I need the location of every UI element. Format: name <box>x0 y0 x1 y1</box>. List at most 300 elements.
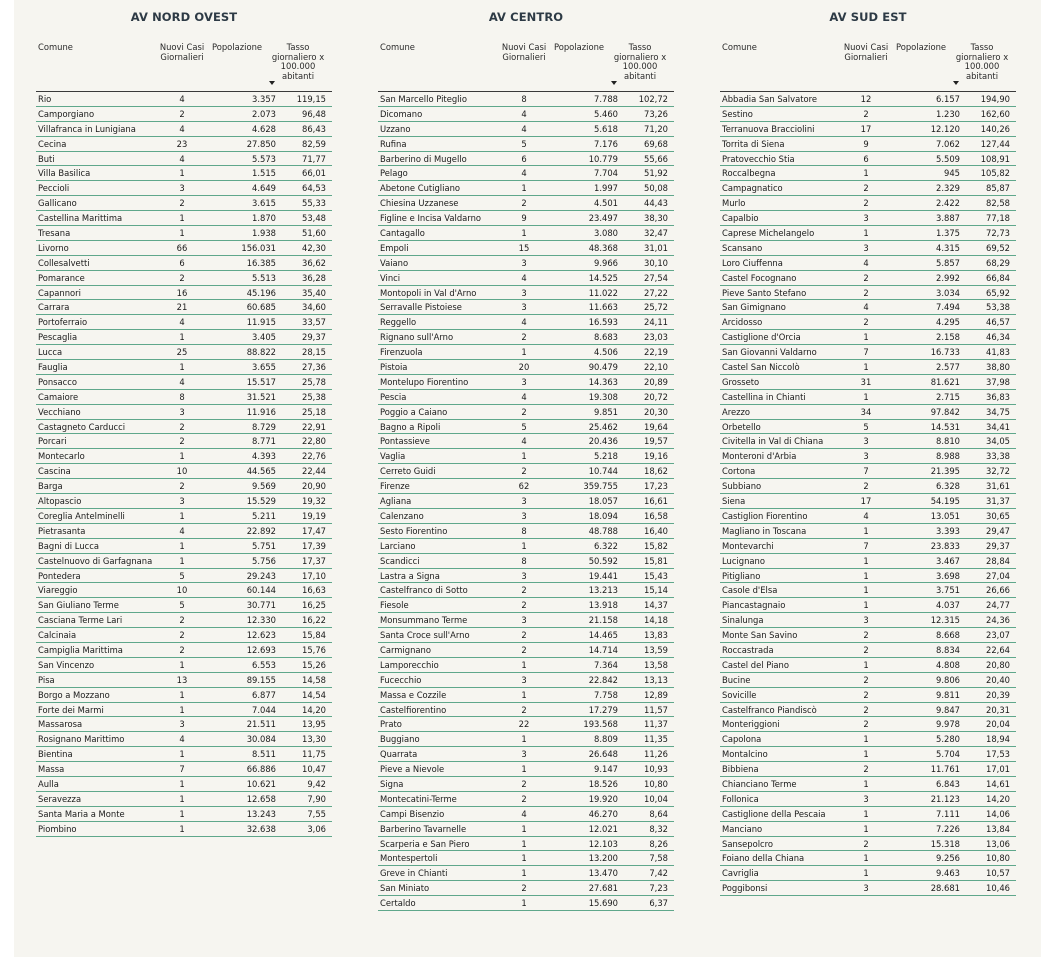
table-row <box>720 345 1016 360</box>
tasso-label: Tasso giornaliero x 100.000 abitanti <box>271 42 325 81</box>
table-row <box>36 747 332 762</box>
popolazione-cell: 9.463 <box>936 868 960 879</box>
tasso-cell: 16,22 <box>302 615 326 626</box>
comune-cell: Montelupo Fiorentino <box>380 376 469 387</box>
nuovi-casi-cell: 1 <box>863 555 869 566</box>
sort-desc-icon[interactable] <box>611 81 617 85</box>
table-row <box>720 241 1016 256</box>
column-header-tasso[interactable] <box>268 43 328 81</box>
popolazione-cell: 8.683 <box>594 332 618 343</box>
table-row <box>36 509 332 524</box>
table-row <box>36 271 332 286</box>
comune-cell: Barga <box>38 481 63 492</box>
popolazione-cell: 13.200 <box>588 853 618 864</box>
tasso-cell: 31,61 <box>986 481 1010 492</box>
tasso-cell: 10,46 <box>986 883 1010 894</box>
nuovi-casi-cell: 4 <box>179 317 185 328</box>
comune-cell: Abetone Cutigliano <box>380 183 461 194</box>
comune-cell: Monsummano Terme <box>380 615 468 626</box>
comune-cell: Cerreto Guidi <box>380 466 436 477</box>
popolazione-cell: 7.494 <box>936 302 960 313</box>
popolazione-cell: 15.318 <box>930 838 960 849</box>
popolazione-cell: 20.436 <box>588 436 618 447</box>
popolazione-cell: 45.196 <box>246 287 276 298</box>
tasso-cell: 13,06 <box>986 838 1010 849</box>
tasso-cell: 24,77 <box>986 600 1010 611</box>
nuovi-casi-cell: 1 <box>179 793 185 804</box>
comune-cell: Pistoia <box>380 362 408 373</box>
nuovi-casi-cell: 12 <box>860 94 872 104</box>
popolazione-cell: 3.467 <box>936 555 960 566</box>
comune-cell: Arcidosso <box>722 317 763 328</box>
table-body <box>720 92 1016 896</box>
nuovi-casi-cell: 2 <box>863 719 869 730</box>
tasso-cell: 102,72 <box>638 94 668 104</box>
table-row <box>720 286 1016 301</box>
popolazione-cell: 10.744 <box>588 466 618 477</box>
tasso-cell: 140,26 <box>980 123 1010 134</box>
column-header-popolazione[interactable]: Popolazione <box>553 42 605 52</box>
column-header-comune[interactable]: Comune <box>380 42 415 52</box>
tasso-cell: 19,16 <box>644 451 668 462</box>
nuovi-casi-cell: 4 <box>863 257 869 268</box>
nuovi-casi-cell: 3 <box>521 570 527 581</box>
tasso-cell: 28,15 <box>302 347 326 358</box>
tasso-cell: 10,93 <box>644 764 668 775</box>
popolazione-cell: 6.553 <box>252 659 276 670</box>
table-row <box>36 122 332 137</box>
tasso-cell: 10,80 <box>986 853 1010 864</box>
nuovi-casi-cell: 3 <box>521 496 527 507</box>
table-row <box>36 539 332 554</box>
table-row <box>36 777 332 792</box>
tasso-cell: 13,30 <box>302 734 326 745</box>
comune-cell: Bientina <box>38 749 73 760</box>
comune-cell: Scandicci <box>380 555 420 566</box>
tasso-cell: 25,72 <box>644 302 668 313</box>
popolazione-cell: 60.685 <box>246 302 276 313</box>
popolazione-cell: 6.322 <box>594 540 618 551</box>
comune-cell: Castelnuovo di Garfagnana <box>38 555 153 566</box>
table-row <box>36 107 332 122</box>
column-header-nuovi-casi[interactable] <box>498 43 550 62</box>
tasso-cell: 105,82 <box>980 168 1010 179</box>
popolazione-cell: 3.887 <box>936 213 960 224</box>
tasso-cell: 14,61 <box>986 778 1010 789</box>
popolazione-cell: 15.690 <box>588 898 618 909</box>
comune-cell: Pieve a Nievole <box>380 764 445 775</box>
tasso-cell: 3,06 <box>307 823 326 834</box>
table-row <box>378 658 674 673</box>
popolazione-cell: 28.681 <box>930 883 960 894</box>
nuovi-casi-cell: 2 <box>521 644 527 655</box>
table-row <box>36 300 332 315</box>
comune-cell: Livorno <box>38 242 69 253</box>
comune-cell: Vecchiano <box>38 406 81 417</box>
tasso-cell: 18,62 <box>644 466 668 477</box>
column-header-popolazione[interactable]: Popolazione <box>211 42 263 52</box>
tasso-cell: 46,57 <box>986 317 1010 328</box>
table-row <box>36 286 332 301</box>
tasso-cell: 31,01 <box>644 242 668 253</box>
popolazione-cell: 14.363 <box>588 376 618 387</box>
popolazione-cell: 7.364 <box>594 659 618 670</box>
nuovi-casi-cell: 4 <box>179 525 185 536</box>
nuovi-casi-cell: 7 <box>863 466 869 477</box>
popolazione-cell: 23.833 <box>930 540 960 551</box>
table-row <box>36 688 332 703</box>
table-row <box>720 420 1016 435</box>
comune-cell: Ponsacco <box>38 376 78 387</box>
table-row <box>720 479 1016 494</box>
popolazione-cell: 7.044 <box>252 704 276 715</box>
comune-cell: Massa e Cozzile <box>380 689 447 700</box>
column-header-comune[interactable]: Comune <box>722 42 757 52</box>
nuovi-casi-cell: 1 <box>521 868 527 879</box>
nuovi-casi-cell: 6 <box>179 257 185 268</box>
nuovi-casi-cell: 1 <box>863 749 869 760</box>
tasso-cell: 51,60 <box>302 228 326 239</box>
comune-cell: Castellina Marittima <box>38 213 123 224</box>
column-header-comune[interactable]: Comune <box>38 42 73 52</box>
popolazione-cell: 9.851 <box>594 406 618 417</box>
comune-cell: Bagni di Lucca <box>38 540 99 551</box>
popolazione-cell: 5.618 <box>594 123 618 134</box>
popolazione-cell: 18.094 <box>588 510 618 521</box>
dashboard-panel <box>14 0 1041 957</box>
table-row <box>720 747 1016 762</box>
tasso-label: Tasso giornaliero x 100.000 abitanti <box>613 42 667 81</box>
nuovi-casi-cell: 1 <box>179 823 185 834</box>
popolazione-cell: 359.755 <box>583 481 618 492</box>
comune-cell: Vaiano <box>380 257 409 268</box>
comune-cell: Sesto Fiorentino <box>380 525 448 536</box>
comune-cell: Pontassieve <box>380 436 430 447</box>
nuovi-casi-cell: 1 <box>521 853 527 864</box>
tasso-cell: 46,34 <box>986 332 1010 343</box>
nuovi-casi-cell: 2 <box>521 630 527 641</box>
comune-cell: Siena <box>722 496 746 507</box>
nuovi-casi-cell: 4 <box>521 272 527 283</box>
table-row <box>720 300 1016 315</box>
column-header-nuovi-casi[interactable] <box>156 43 208 62</box>
comune-cell: Castel del Piano <box>722 659 789 670</box>
popolazione-cell: 7.176 <box>594 138 618 149</box>
popolazione-cell: 5.460 <box>594 108 618 119</box>
nuovi-casi-cell: 2 <box>863 838 869 849</box>
nuovi-casi-cell: 3 <box>521 376 527 387</box>
popolazione-cell: 5.509 <box>936 153 960 164</box>
popolazione-cell: 2.992 <box>936 272 960 283</box>
nuovi-casi-cell: 2 <box>521 704 527 715</box>
table-row <box>36 717 332 732</box>
comune-cell: Cantagallo <box>380 228 425 239</box>
nuovi-casi-cell: 1 <box>863 868 869 879</box>
table-row <box>720 524 1016 539</box>
tasso-cell: 27,54 <box>644 272 668 283</box>
nuovi-casi-cell: 7 <box>863 540 869 551</box>
tasso-cell: 41,83 <box>986 347 1010 358</box>
popolazione-cell: 44.565 <box>246 466 276 477</box>
tasso-cell: 194,90 <box>980 94 1010 104</box>
nuovi-casi-cell: 1 <box>179 555 185 566</box>
popolazione-cell: 17.279 <box>588 704 618 715</box>
table-row <box>720 628 1016 643</box>
nuovi-casi-cell: 1 <box>521 451 527 462</box>
popolazione-cell: 18.526 <box>588 778 618 789</box>
table-row <box>720 360 1016 375</box>
tasso-cell: 34,05 <box>986 436 1010 447</box>
nuovi-casi-cell: 1 <box>863 228 869 239</box>
tasso-cell: 119,15 <box>296 94 326 104</box>
column-header-popolazione[interactable]: Popolazione <box>895 42 947 52</box>
popolazione-cell: 3.615 <box>252 198 276 209</box>
comune-cell: Cortona <box>722 466 756 477</box>
nuovi-casi-cell: 10 <box>176 585 188 596</box>
comune-cell: Chiesina Uzzanese <box>380 198 459 209</box>
table-row <box>36 658 332 673</box>
tasso-cell: 20,40 <box>986 674 1010 685</box>
table-row <box>378 569 674 584</box>
tasso-cell: 14,20 <box>986 793 1010 804</box>
popolazione-cell: 3.405 <box>252 332 276 343</box>
tasso-cell: 36,28 <box>302 272 326 283</box>
tasso-cell: 15,43 <box>644 570 668 581</box>
popolazione-cell: 2.715 <box>936 391 960 402</box>
table-row <box>378 539 674 554</box>
nuovi-casi-cell: 1 <box>521 838 527 849</box>
popolazione-cell: 29.243 <box>246 570 276 581</box>
table-row <box>378 866 674 881</box>
comune-cell: Casole d'Elsa <box>722 585 778 596</box>
nuovi-casi-cell: 2 <box>521 406 527 417</box>
comune-cell: Piombino <box>38 823 77 834</box>
nuovi-casi-cell: 1 <box>179 510 185 521</box>
tasso-cell: 11,35 <box>644 734 668 745</box>
popolazione-cell: 6.877 <box>252 689 276 700</box>
region-title: AV SUD EST <box>829 10 907 24</box>
tasso-cell: 29,37 <box>986 540 1010 551</box>
tasso-cell: 8,64 <box>649 808 668 819</box>
comune-cell: Pieve Santo Stefano <box>722 287 807 298</box>
tasso-cell: 16,63 <box>302 585 326 596</box>
nuovi-casi-cell: 2 <box>179 615 185 626</box>
nuovi-casi-cell: 3 <box>179 183 185 194</box>
nuovi-casi-cell: 1 <box>179 540 185 551</box>
column-header-tasso[interactable] <box>610 43 670 81</box>
comune-cell: Forte dei Marmi <box>38 704 104 715</box>
comune-cell: Lamporecchio <box>380 659 439 670</box>
table-row <box>720 717 1016 732</box>
table-row <box>378 673 674 688</box>
table-row <box>720 613 1016 628</box>
nuovi-casi-cell: 3 <box>521 615 527 626</box>
popolazione-cell: 5.513 <box>252 272 276 283</box>
column-header-tasso[interactable] <box>952 43 1012 81</box>
popolazione-cell: 13.051 <box>930 510 960 521</box>
table-row <box>378 286 674 301</box>
popolazione-cell: 21.395 <box>930 466 960 477</box>
table-row <box>720 598 1016 613</box>
tasso-cell: 7,55 <box>307 808 326 819</box>
popolazione-cell: 4.649 <box>252 183 276 194</box>
tasso-cell: 34,41 <box>986 421 1010 432</box>
popolazione-cell: 16.593 <box>588 317 618 328</box>
comune-cell: Caprese Michelangelo <box>722 228 815 239</box>
tasso-cell: 33,38 <box>986 451 1010 462</box>
nuovi-casi-cell: 1 <box>863 808 869 819</box>
sort-desc-icon[interactable] <box>953 81 959 85</box>
nuovi-casi-cell: 2 <box>179 644 185 655</box>
nuovi-casi-cell: 3 <box>863 213 869 224</box>
nuovi-casi-label: Nuovi Casi Giornalieri <box>501 42 547 62</box>
column-header-nuovi-casi[interactable] <box>840 43 892 62</box>
comune-cell: Villafranca in Lunigiana <box>38 123 136 134</box>
table-row <box>720 822 1016 837</box>
table-row <box>36 345 332 360</box>
table-row <box>378 345 674 360</box>
nuovi-casi-cell: 2 <box>179 272 185 283</box>
nuovi-casi-cell: 1 <box>179 228 185 239</box>
table-row <box>36 569 332 584</box>
popolazione-cell: 3.357 <box>252 94 276 104</box>
comune-cell: Subbiano <box>722 481 762 492</box>
table-row <box>378 822 674 837</box>
comune-cell: Capolona <box>722 734 762 745</box>
comune-cell: Torrita di Siena <box>722 138 785 149</box>
popolazione-cell: 12.623 <box>246 630 276 641</box>
sort-desc-icon[interactable] <box>269 81 275 85</box>
comune-cell: Magliano in Toscana <box>722 525 807 536</box>
comune-cell: Portoferraio <box>38 317 88 328</box>
nuovi-casi-cell: 31 <box>860 376 872 387</box>
comune-cell: Castiglione d'Orcia <box>722 332 801 343</box>
comune-cell: Quarrata <box>380 749 418 760</box>
comune-cell: Poggibonsi <box>722 883 768 894</box>
nuovi-casi-cell: 17 <box>860 123 872 134</box>
tasso-cell: 25,38 <box>302 391 326 402</box>
nuovi-casi-cell: 4 <box>863 510 869 521</box>
popolazione-cell: 9.966 <box>594 257 618 268</box>
popolazione-cell: 10.779 <box>588 153 618 164</box>
popolazione-cell: 3.698 <box>936 570 960 581</box>
nuovi-casi-cell: 1 <box>521 540 527 551</box>
popolazione-cell: 31.521 <box>246 391 276 402</box>
comune-cell: Chianciano Terme <box>722 778 797 789</box>
table-row <box>720 509 1016 524</box>
popolazione-cell: 12.021 <box>588 823 618 834</box>
tasso-cell: 108,91 <box>980 153 1010 164</box>
popolazione-cell: 12.658 <box>246 793 276 804</box>
tasso-cell: 16,25 <box>302 600 326 611</box>
tasso-cell: 22,10 <box>644 362 668 373</box>
tasso-cell: 24,36 <box>986 615 1010 626</box>
comune-cell: Rio <box>38 94 52 104</box>
comune-cell: Peccioli <box>38 183 70 194</box>
tasso-cell: 9,42 <box>307 778 326 789</box>
table-row <box>720 181 1016 196</box>
nuovi-casi-cell: 4 <box>521 317 527 328</box>
comune-cell: Signa <box>380 778 404 789</box>
table-row <box>378 196 674 211</box>
nuovi-casi-cell: 4 <box>863 302 869 313</box>
tasso-cell: 73,26 <box>644 108 668 119</box>
nuovi-casi-cell: 2 <box>521 466 527 477</box>
tasso-cell: 16,61 <box>644 496 668 507</box>
tasso-cell: 69,68 <box>644 138 668 149</box>
table-row <box>720 122 1016 137</box>
nuovi-casi-cell: 2 <box>863 272 869 283</box>
popolazione-cell: 5.704 <box>936 749 960 760</box>
tasso-cell: 69,52 <box>986 242 1010 253</box>
nuovi-casi-cell: 1 <box>863 391 869 402</box>
nuovi-casi-cell: 2 <box>863 481 869 492</box>
comune-cell: Lucignano <box>722 555 765 566</box>
nuovi-casi-cell: 2 <box>863 674 869 685</box>
nuovi-casi-cell: 3 <box>179 406 185 417</box>
comune-cell: Pitigliano <box>722 570 761 581</box>
popolazione-cell: 3.080 <box>594 228 618 239</box>
table-row <box>378 524 674 539</box>
table-row <box>36 673 332 688</box>
nuovi-casi-cell: 2 <box>521 332 527 343</box>
tasso-cell: 20,72 <box>644 391 668 402</box>
popolazione-cell: 89.155 <box>246 674 276 685</box>
nuovi-casi-cell: 4 <box>179 734 185 745</box>
comune-cell: Lucca <box>38 347 63 358</box>
table-row <box>720 137 1016 152</box>
popolazione-cell: 1.375 <box>936 228 960 239</box>
nuovi-casi-cell: 2 <box>863 183 869 194</box>
popolazione-cell: 16.733 <box>930 347 960 358</box>
table-row <box>36 792 332 807</box>
table-row <box>720 434 1016 449</box>
tasso-cell: 38,80 <box>986 362 1010 373</box>
table-row <box>378 688 674 703</box>
popolazione-cell: 30.771 <box>246 600 276 611</box>
popolazione-cell: 4.295 <box>936 317 960 328</box>
tasso-cell: 66,84 <box>986 272 1010 283</box>
nuovi-casi-cell: 1 <box>521 823 527 834</box>
tasso-cell: 38,30 <box>644 213 668 224</box>
table-row <box>378 896 674 911</box>
comune-cell: Capannori <box>38 287 81 298</box>
tasso-cell: 18,94 <box>986 734 1010 745</box>
tasso-cell: 25,78 <box>302 376 326 387</box>
comune-cell: Pelago <box>380 168 408 179</box>
tasso-cell: 10,57 <box>986 868 1010 879</box>
popolazione-cell: 10.621 <box>246 778 276 789</box>
popolazione-cell: 1.938 <box>252 228 276 239</box>
tasso-cell: 23,07 <box>986 630 1010 641</box>
table-row <box>378 598 674 613</box>
popolazione-cell: 90.479 <box>588 362 618 373</box>
tasso-cell: 17,23 <box>644 481 668 492</box>
tasso-cell: 20,90 <box>302 481 326 492</box>
nuovi-casi-cell: 1 <box>179 168 185 179</box>
popolazione-cell: 2.329 <box>936 183 960 194</box>
comune-cell: Grosseto <box>722 376 760 387</box>
popolazione-cell: 7.062 <box>936 138 960 149</box>
tasso-cell: 11,57 <box>644 704 668 715</box>
table-row <box>720 375 1016 390</box>
popolazione-cell: 945 <box>944 168 960 179</box>
popolazione-cell: 15.517 <box>246 376 276 387</box>
nuovi-casi-cell: 3 <box>863 436 869 447</box>
nuovi-casi-cell: 1 <box>863 525 869 536</box>
popolazione-cell: 13.243 <box>246 808 276 819</box>
table-row <box>378 107 674 122</box>
